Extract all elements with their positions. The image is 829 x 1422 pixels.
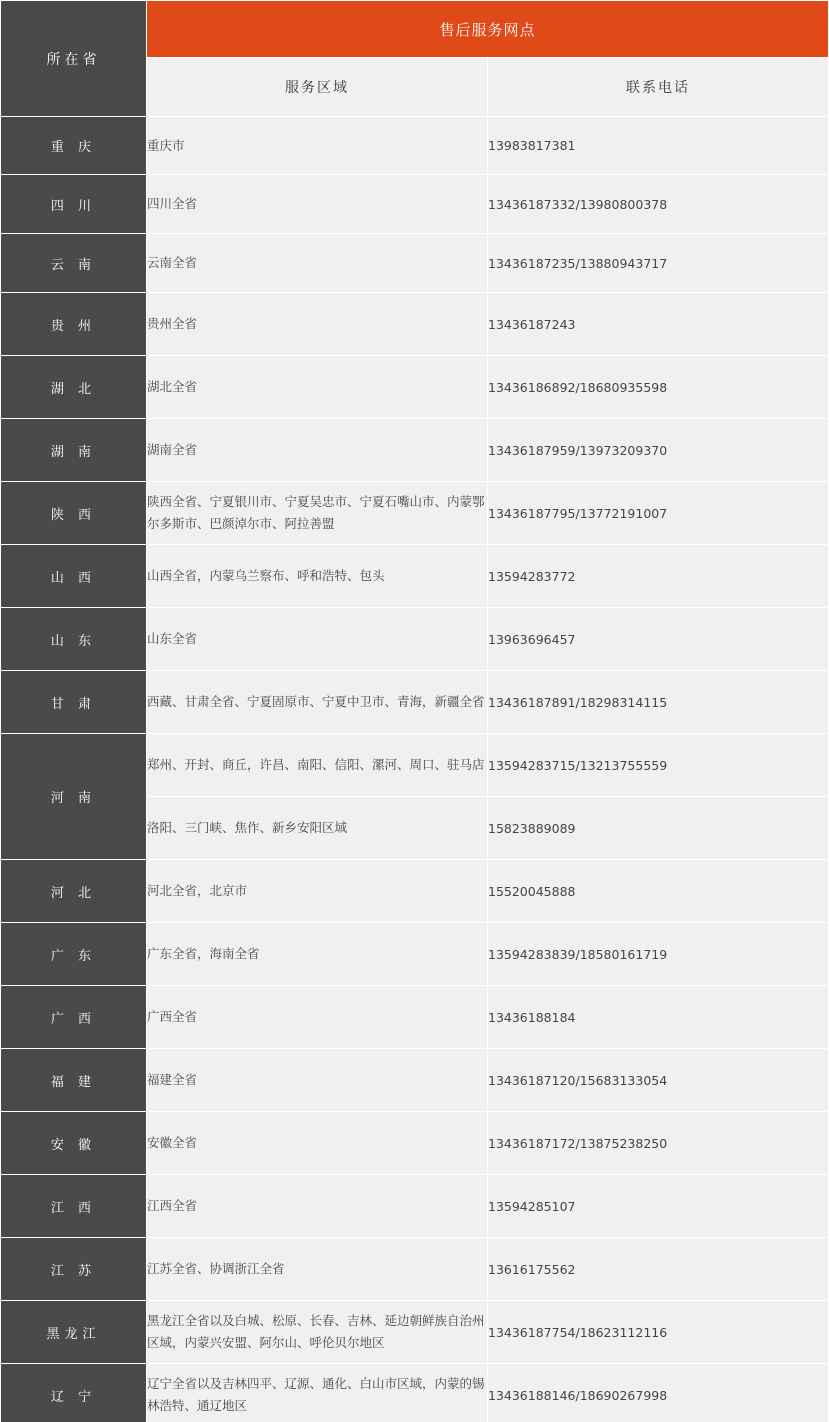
table-row bbox=[1, 545, 829, 608]
table-row bbox=[1, 234, 829, 293]
contact-phone-cell: 13436188146/18690267998 bbox=[488, 1364, 829, 1422]
table-row bbox=[1, 608, 829, 671]
service-area-cell: 陕西全省、宁夏银川市、宁夏吴忠市、宁夏石嘴山市、内蒙鄂尔多斯市、巴颜淖尔市、阿拉善盟 bbox=[147, 482, 488, 545]
table-row bbox=[1, 1112, 829, 1175]
province-cell: 河 北 bbox=[1, 860, 147, 923]
province-cell: 陕 西 bbox=[1, 482, 147, 545]
contact-phone-cell: 13436187172/13875238250 bbox=[488, 1112, 829, 1175]
header-row-top bbox=[1, 1, 829, 58]
contact-phone-cell: 13436187754/18623112116 bbox=[488, 1301, 829, 1364]
table-row bbox=[1, 419, 829, 482]
table-row bbox=[1, 860, 829, 923]
service-area-cell: 江西全省 bbox=[147, 1175, 488, 1238]
province-cell: 湖 南 bbox=[1, 419, 147, 482]
contact-phone-cell: 13436187120/15683133054 bbox=[488, 1049, 829, 1112]
province-cell: 辽 宁 bbox=[1, 1364, 147, 1422]
table-row bbox=[1, 1238, 829, 1301]
table-row bbox=[1, 671, 829, 734]
service-area-cell: 郑州、开封、商丘，许昌、南阳、信阳、漯河、周口、驻马店 bbox=[147, 734, 488, 797]
table-row bbox=[1, 293, 829, 356]
table-row bbox=[1, 356, 829, 419]
province-cell: 四 川 bbox=[1, 175, 147, 234]
contact-phone-cell: 13436187959/13973209370 bbox=[488, 419, 829, 482]
table-row bbox=[1, 1049, 829, 1112]
service-area-cell: 洛阳、三门峡、焦作、新乡安阳区域 bbox=[147, 797, 488, 860]
service-area-cell: 福建全省 bbox=[147, 1049, 488, 1112]
service-area-cell: 广东全省，海南全省 bbox=[147, 923, 488, 986]
service-area-cell: 山东全省 bbox=[147, 608, 488, 671]
header-service-area: 服务区域 bbox=[147, 58, 488, 117]
province-cell: 江 西 bbox=[1, 1175, 147, 1238]
province-cell: 广 东 bbox=[1, 923, 147, 986]
service-area-cell: 黑龙江全省以及白城、松原、长春、吉林、延边朝鲜族自治州区域，内蒙兴安盟、阿尔山、呼伦贝尔地区 bbox=[147, 1301, 488, 1364]
contact-phone-cell: 13594283772 bbox=[488, 545, 829, 608]
contact-phone-cell: 13436187891/18298314115 bbox=[488, 671, 829, 734]
contact-phone-cell: 13963696457 bbox=[488, 608, 829, 671]
service-area-cell: 江苏全省、协调浙江全省 bbox=[147, 1238, 488, 1301]
service-area-cell: 湖北全省 bbox=[147, 356, 488, 419]
header-contact-phone: 联系电话 bbox=[488, 58, 829, 117]
contact-phone-cell: 13436188184 bbox=[488, 986, 829, 1049]
table-row bbox=[1, 175, 829, 234]
contact-phone-cell: 13436187243 bbox=[488, 293, 829, 356]
province-cell: 江 苏 bbox=[1, 1238, 147, 1301]
province-cell: 甘 肃 bbox=[1, 671, 147, 734]
service-area-cell: 云南全省 bbox=[147, 234, 488, 293]
table-header bbox=[1, 1, 829, 117]
contact-phone-cell: 13594283839/18580161719 bbox=[488, 923, 829, 986]
table-row bbox=[1, 986, 829, 1049]
service-area-cell: 贵州全省 bbox=[147, 293, 488, 356]
service-area-cell: 河北全省，北京市 bbox=[147, 860, 488, 923]
province-cell: 湖 北 bbox=[1, 356, 147, 419]
service-area-cell: 重庆市 bbox=[147, 117, 488, 175]
contact-phone-cell: 13436187332/13980800378 bbox=[488, 175, 829, 234]
table-row bbox=[1, 734, 829, 797]
province-cell: 山 西 bbox=[1, 545, 147, 608]
province-cell: 贵 州 bbox=[1, 293, 147, 356]
contact-phone-cell: 13594285107 bbox=[488, 1175, 829, 1238]
service-area-cell: 湖南全省 bbox=[147, 419, 488, 482]
table-row bbox=[1, 923, 829, 986]
service-area-cell: 广西全省 bbox=[147, 986, 488, 1049]
province-cell: 黑龙江 bbox=[1, 1301, 147, 1364]
table-row bbox=[1, 482, 829, 545]
table-body bbox=[1, 117, 829, 1422]
province-cell: 河 南 bbox=[1, 734, 147, 860]
contact-phone-cell: 13616175562 bbox=[488, 1238, 829, 1301]
table-row bbox=[1, 1175, 829, 1238]
service-area-cell: 西藏、甘肃全省、宁夏固原市、宁夏中卫市、青海，新疆全省 bbox=[147, 671, 488, 734]
table-row bbox=[1, 117, 829, 175]
contact-phone-cell: 13436187235/13880943717 bbox=[488, 234, 829, 293]
province-cell: 安 徽 bbox=[1, 1112, 147, 1175]
province-cell: 云 南 bbox=[1, 234, 147, 293]
contact-phone-cell: 13594283715/13213755559 bbox=[488, 734, 829, 797]
contact-phone-cell: 13983817381 bbox=[488, 117, 829, 175]
province-cell: 重 庆 bbox=[1, 117, 147, 175]
table-row bbox=[1, 1364, 829, 1422]
province-cell: 山 东 bbox=[1, 608, 147, 671]
contact-phone-cell: 15520045888 bbox=[488, 860, 829, 923]
service-area-cell: 安徽全省 bbox=[147, 1112, 488, 1175]
header-title: 售后服务网点 bbox=[147, 1, 829, 58]
contact-phone-cell: 13436187795/13772191007 bbox=[488, 482, 829, 545]
service-area-cell: 四川全省 bbox=[147, 175, 488, 234]
service-area-cell: 山西全省，内蒙乌兰察布、呼和浩特、包头 bbox=[147, 545, 488, 608]
header-province: 所在省 bbox=[1, 1, 147, 117]
contact-phone-cell: 15823889089 bbox=[488, 797, 829, 860]
province-cell: 广 西 bbox=[1, 986, 147, 1049]
contact-phone-cell: 13436186892/18680935598 bbox=[488, 356, 829, 419]
service-area-cell: 辽宁全省以及吉林四平、辽源、通化、白山市区域，内蒙的锡林浩特、通辽地区 bbox=[147, 1364, 488, 1422]
province-cell: 福 建 bbox=[1, 1049, 147, 1112]
table-row bbox=[1, 1301, 829, 1364]
